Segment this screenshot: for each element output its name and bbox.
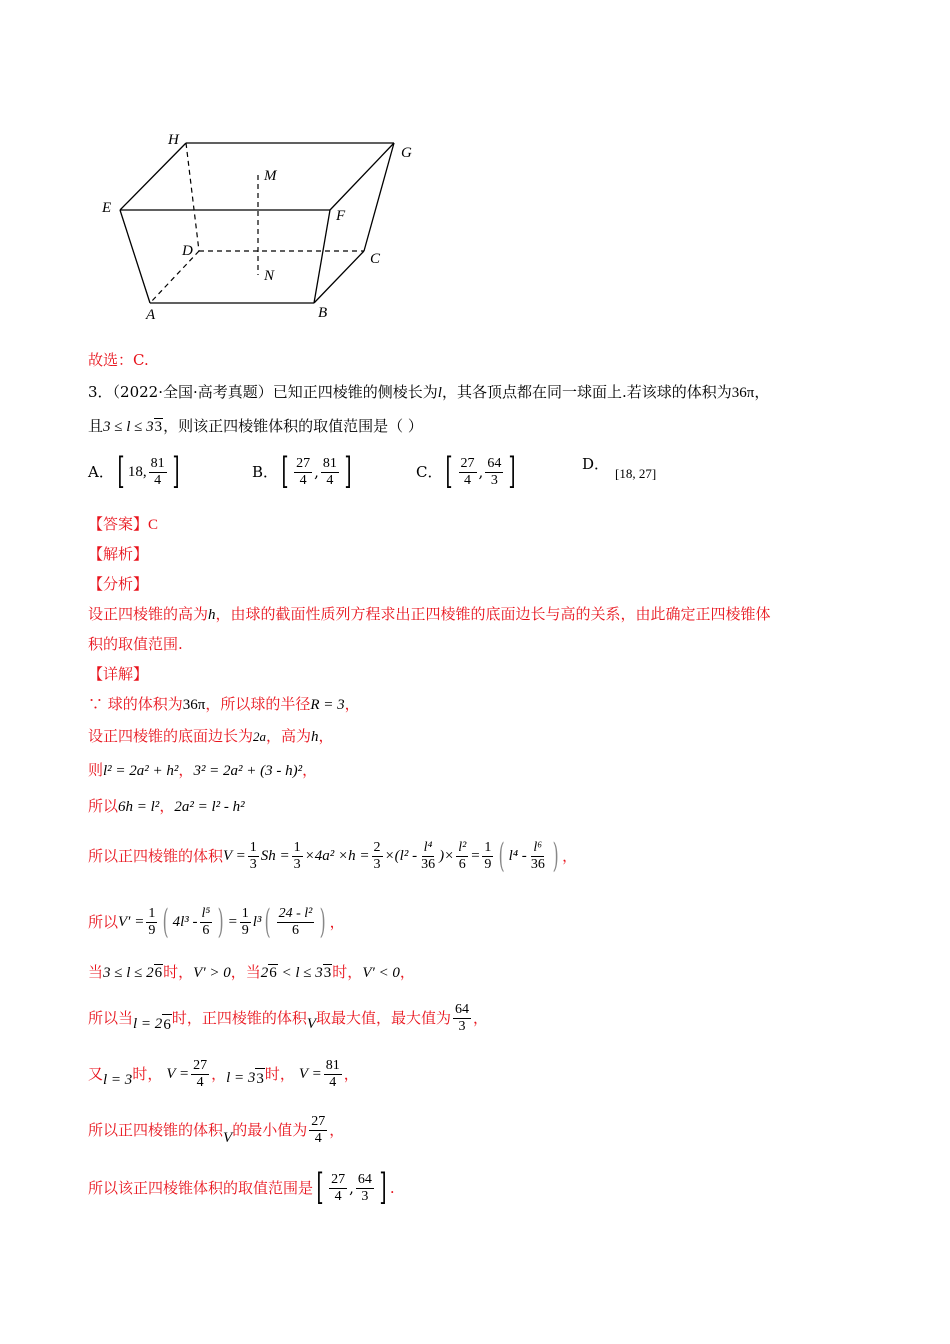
math: 2a² = l² - h² xyxy=(174,799,245,815)
frac-num: l⁶ xyxy=(533,839,543,855)
math: V xyxy=(223,1130,233,1146)
option-label: B． xyxy=(252,463,279,481)
math: 3 ≤ l ≤ 2 xyxy=(103,965,154,981)
prev-answer: 故选：C. xyxy=(88,351,149,369)
math: 6h = l² xyxy=(118,799,160,815)
text: ，高为 xyxy=(266,727,312,745)
question-line-1 xyxy=(88,382,769,403)
text: ， xyxy=(159,797,175,815)
math: V xyxy=(306,1016,316,1032)
option-value: [18, 27] xyxy=(615,466,657,481)
answer-tag: 【答案】 xyxy=(88,515,149,533)
frac-num: 1 xyxy=(293,839,301,855)
sqrt-term: 3 xyxy=(255,1068,265,1089)
frac-num: l² xyxy=(458,839,467,855)
frac-den: 3 xyxy=(490,472,498,488)
var-l: l xyxy=(437,385,442,401)
text: ，当 xyxy=(230,963,261,981)
frac-num: 1 xyxy=(484,839,492,855)
text: 设正四棱锥的高为 xyxy=(88,605,209,623)
text: 所以该正四棱锥体积的取值范围是 xyxy=(88,1179,314,1197)
xiangjie-tag: 【详解】 xyxy=(88,665,149,683)
frac-den: 4 xyxy=(329,1074,337,1090)
step-7 xyxy=(88,962,415,983)
math: l² = 2a² + h² xyxy=(103,763,179,779)
sqrt-term: 3 xyxy=(323,965,332,981)
sqrt-term: 6 xyxy=(269,965,277,981)
frac-den: 3 xyxy=(458,1018,466,1034)
frac-num: 27 xyxy=(331,1171,346,1187)
answer-value: C xyxy=(148,517,159,533)
option-value: 18, xyxy=(127,464,147,480)
sqrt-term: 6 xyxy=(154,965,163,981)
text: ，由球的截面性质列方程求出正四棱锥的底面边长与高的关系，由此确定正四棱锥体 xyxy=(215,605,771,623)
question-text: ， xyxy=(754,383,770,401)
step-6: 所以 V′ = $\frac{1}{9}$ ( 4l³ - $\frac{\text{l⁵}}{6}$ ) = $\frac{1}{9}$ l³ ( $\frac{\text{24 - l²}}{6}$ ) ， xyxy=(88,902,345,942)
text: 时， xyxy=(132,1065,163,1083)
step-5: 所以正四棱锥的体积 V = $\frac{1}{3}$ Sh = $\frac{1}{3}$ ×4a² ×h = $\frac{2}{3}$ ×(l² - $\frac{\text{l⁴}}{36}$ )× $\frac{\text{l²}}{6}$ = $\frac{1}{9}$ ( l⁴ - $\frac{\text{l⁶}}{36}$ ) ， xyxy=(88,836,578,876)
math: h xyxy=(311,729,319,745)
frac-den: 3 xyxy=(361,1188,369,1204)
frac-den: 4 xyxy=(299,472,307,488)
text: 所以当 xyxy=(88,1009,134,1027)
edge-HD xyxy=(186,143,199,251)
label-C: C xyxy=(370,251,381,267)
math: ×(l² - xyxy=(384,848,418,864)
question-source: （2022·全国·高考真题） xyxy=(112,383,273,401)
frac-den: 3 xyxy=(373,856,381,872)
text: ， xyxy=(343,1065,359,1083)
frac-num: 64 xyxy=(357,1171,372,1187)
frac-den: 4 xyxy=(464,472,472,488)
question-text: ，其各顶点都在同一球面上.若该球的体积为 xyxy=(441,383,732,401)
text: 时，正四棱锥的体积 xyxy=(171,1009,307,1027)
frac-den: 9 xyxy=(148,922,156,938)
answer-line xyxy=(88,514,158,535)
frac-num: l⁵ xyxy=(201,905,211,921)
frac-num: 1 xyxy=(148,905,156,921)
math: 4l³ - xyxy=(172,914,198,930)
option-label: C． xyxy=(416,463,443,481)
frac-den: 9 xyxy=(241,922,249,938)
sqrt-term: 6 xyxy=(162,1014,172,1035)
text: ， xyxy=(178,761,194,779)
option-a[interactable]: A． [ 18, $\frac{81}{4}$ ] xyxy=(88,451,180,492)
text: ， xyxy=(329,1121,345,1139)
question-text: 且 xyxy=(88,417,104,435)
math: V′ < 0 xyxy=(362,965,400,981)
frac-den: 4 xyxy=(326,472,334,488)
geometry-figure xyxy=(90,120,430,330)
label-N: N xyxy=(264,268,275,284)
condition-math: 3 ≤ l ≤ 3 xyxy=(103,419,154,435)
text: ， xyxy=(318,727,334,745)
frac-den: 3 xyxy=(293,856,301,872)
text: ， xyxy=(344,695,360,713)
text: ，所以球的半径 xyxy=(205,695,311,713)
frac-num: 24 - l² xyxy=(278,905,313,921)
option-label: A． xyxy=(88,463,114,481)
label-D: D xyxy=(182,243,193,259)
math: R = 3 xyxy=(310,697,345,713)
analysis-tag: 【解析】 xyxy=(88,545,149,563)
frac-num: 81 xyxy=(150,455,165,471)
math: l⁴ - xyxy=(508,848,527,864)
math: V = xyxy=(223,848,246,864)
frac-den: 4 xyxy=(196,1074,204,1090)
frac-num: 64 xyxy=(487,455,502,471)
frac-num: 27 xyxy=(193,1057,208,1073)
option-b[interactable]: B． [ $\frac{27}{4}$ , $\frac{81}{4}$ ] xyxy=(252,451,352,492)
frac-num: 27 xyxy=(311,1113,326,1129)
step-11: 所以该正四棱锥体积的取值范围是 [ $\frac{27}{4}$ , $\frac{64}{3}$ ] . xyxy=(88,1167,395,1208)
sphere-volume: 36π xyxy=(731,385,755,401)
math: = xyxy=(470,848,481,864)
question-line-2 xyxy=(88,416,423,437)
label-F: F xyxy=(336,208,346,224)
text: 的最小值为 xyxy=(232,1121,308,1139)
text: 时， xyxy=(332,963,363,981)
math: < l ≤ 3 xyxy=(277,965,323,981)
step-4 xyxy=(88,796,245,817)
math: 3² = 2a² + (3 - h)² xyxy=(193,763,303,779)
text: 设正四棱锥的底面边长为 xyxy=(88,727,254,745)
label-H: H xyxy=(168,132,179,148)
math: 2a xyxy=(253,729,267,744)
frac-num: 64 xyxy=(455,1001,470,1017)
frac-den: 36 xyxy=(421,856,436,872)
sqrt-term: 3 xyxy=(154,419,163,435)
edge-EA xyxy=(120,210,150,303)
question-text: ，则该正四棱锥体积的取值范围是（ ） xyxy=(163,417,423,435)
step-10 xyxy=(88,1110,344,1150)
text: 所以正四棱锥的体积 xyxy=(88,1121,224,1139)
text: 所以正四棱锥的体积 xyxy=(88,847,224,865)
frac-num: 27 xyxy=(460,455,475,471)
fenxi-line-1 xyxy=(88,604,771,625)
step-3 xyxy=(88,760,317,781)
frac-num: 81 xyxy=(325,1057,340,1073)
frac-den: 6 xyxy=(292,922,299,938)
frac-den: 4 xyxy=(314,1130,322,1146)
text: 当 xyxy=(88,963,104,981)
frac-num: 1 xyxy=(241,905,249,921)
text: ， xyxy=(302,761,318,779)
label-M: M xyxy=(264,168,277,184)
question-number: 3． xyxy=(88,383,113,401)
text: 取最大值，最大值为 xyxy=(316,1009,452,1027)
text: ∵ 球的体积为 xyxy=(88,695,183,713)
text: ， xyxy=(211,1065,227,1083)
label-G: G xyxy=(401,145,412,161)
frac-num: l⁴ xyxy=(423,839,433,855)
text: ， xyxy=(562,847,578,865)
text: ， xyxy=(329,913,345,931)
text: ， xyxy=(399,963,415,981)
option-c[interactable]: C． [ $\frac{27}{4}$ , $\frac{64}{3}$ ] xyxy=(416,451,516,492)
math: 36π xyxy=(182,697,206,713)
math: l = 3 xyxy=(103,1072,133,1088)
text: 所以 xyxy=(88,797,119,815)
text: 时， xyxy=(264,1065,295,1083)
edge-HE xyxy=(120,143,186,210)
text: 所以 xyxy=(88,913,119,931)
math: V′ > 0 xyxy=(193,965,231,981)
text: 时， xyxy=(163,963,194,981)
frac-den: 36 xyxy=(530,856,545,872)
frac-num: 27 xyxy=(296,455,311,471)
math: V = xyxy=(298,1066,322,1082)
fenxi-line-2: 积的取值范围. xyxy=(88,635,183,653)
frac-den: 4 xyxy=(154,472,162,488)
frac-num: 1 xyxy=(249,839,257,855)
frac-den: 3 xyxy=(249,856,257,872)
fenxi-tag: 【分析】 xyxy=(88,575,149,593)
text: 则 xyxy=(88,761,104,779)
math: l = 3 xyxy=(226,1070,256,1086)
text: 又 xyxy=(88,1065,104,1083)
step-8 xyxy=(88,998,488,1038)
var-h: h xyxy=(208,607,216,623)
text: . xyxy=(389,1179,395,1197)
text: ， xyxy=(473,1009,489,1027)
frac-num: 81 xyxy=(322,455,337,471)
label-A: A xyxy=(146,307,156,323)
option-d[interactable] xyxy=(582,454,657,481)
frac-den: 9 xyxy=(484,856,492,872)
question-text: 已知正四棱锥的侧棱长为 xyxy=(272,383,438,401)
math: 2 xyxy=(260,965,269,981)
math: = xyxy=(227,914,238,930)
step-2 xyxy=(88,726,334,747)
frac-den: 6 xyxy=(202,922,210,938)
math: V′ = xyxy=(118,914,145,930)
step-1 xyxy=(88,694,360,715)
label-E: E xyxy=(102,200,112,216)
step-9 xyxy=(88,1054,359,1094)
math: l³ xyxy=(252,914,262,930)
option-label: D． xyxy=(582,455,610,473)
math: l = 2 xyxy=(133,1016,163,1032)
math: Sh = xyxy=(260,848,290,864)
math: ×4a² ×h = xyxy=(304,848,370,864)
math: )× xyxy=(439,848,455,864)
label-B: B xyxy=(318,305,328,321)
frac-den: 6 xyxy=(458,856,466,872)
frac-den: 4 xyxy=(334,1188,342,1204)
frac-num: 2 xyxy=(373,839,381,855)
math: V = xyxy=(166,1066,190,1082)
